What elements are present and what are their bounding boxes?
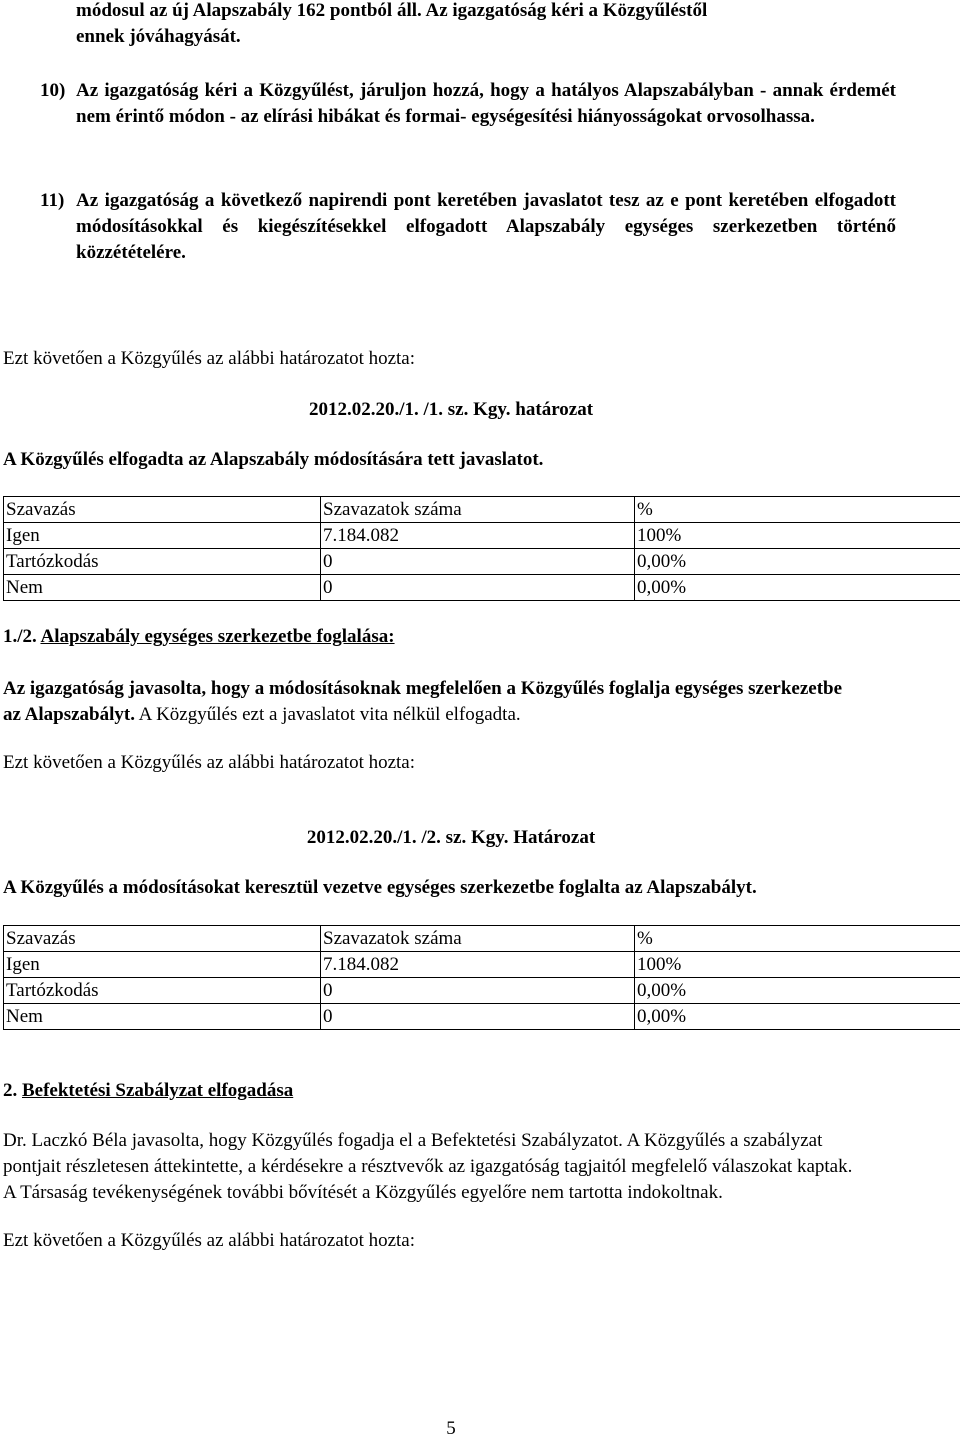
vote-percent: 0,00%	[635, 1004, 960, 1030]
vote-type: Nem	[4, 1004, 321, 1030]
vote-type: Nem	[4, 575, 321, 601]
top-fragment-line2: ennek jóváhagyását.	[76, 24, 241, 50]
vote-count: 0	[321, 549, 635, 575]
vote-percent: 0,00%	[635, 978, 960, 1004]
table-row	[4, 549, 960, 575]
section-1-2-heading	[3, 624, 395, 650]
resolution-1-title: 2012.02.20./1. /1. sz. Kgy. határozat	[0, 397, 902, 423]
header-vote: Szavazás	[4, 926, 321, 952]
header-vote-count: Szavazatok száma	[321, 926, 635, 952]
header-vote: Szavazás	[4, 497, 321, 523]
resolution-intro-2: Ezt követően a Közgyűlés az alábbi határozatot hozta:	[3, 750, 415, 776]
header-percent: %	[635, 926, 960, 952]
section-1-2-bold-text: Az igazgatóság javasolta, hogy a módosításoknak megfelelően a Közgyűlés foglalja egységes szerkezetbe az Alapszabályt.	[3, 678, 842, 725]
item-10-text: Az igazgatóság kéri a Közgyűlést, járuljon hozzá, hogy a hatályos Alapszabályban - annak érdemét nem érintő módon - az elírási hibákat és formai- egységesítési hiányosságokat orvosolhassa.	[76, 78, 896, 130]
table-header-row	[4, 926, 960, 952]
vote-type: Igen	[4, 523, 321, 549]
vote-percent: 100%	[635, 523, 960, 549]
section-2-text: Dr. Laczkó Béla javasolta, hogy Közgyűlés fogadja el a Befektetési Szabályzatot. A Közgyűlés a szabályzat pontjait részletesen áttekintette, a kérdésekre a résztvevők az igazgatóság tagjaitól megfelelő válaszokat kaptak. A Társaság tevékenységének további bővítését a Közgyűlés egyelőre nem tartotta indokoltnak.	[3, 1128, 863, 1206]
section-2-heading	[3, 1078, 293, 1104]
vote-count: 7.184.082	[321, 952, 635, 978]
header-vote-count: Szavazatok száma	[321, 497, 635, 523]
vote-count: 0	[321, 978, 635, 1004]
table-row	[4, 978, 960, 1004]
vote-table-2	[3, 925, 960, 1030]
resolution-2-statement: A Közgyűlés a módosításokat keresztül vezetve egységes szerkezetbe foglalta az Alapszabályt.	[3, 875, 757, 901]
table-row	[4, 575, 960, 601]
top-fragment-line1: módosul az új Alapszabály 162 pontból áll. Az igazgatóság kéri a Közgyűléstől	[76, 0, 707, 24]
resolution-intro-1: Ezt követően a Közgyűlés az alábbi határozatot hozta:	[3, 346, 415, 372]
table-header-row	[4, 497, 960, 523]
table-row	[4, 523, 960, 549]
vote-count: 7.184.082	[321, 523, 635, 549]
resolution-1-statement: A Közgyűlés elfogadta az Alapszabály módosítására tett javaslatot.	[3, 447, 543, 473]
section-1-2-title: Alapszabály egységes szerkezetbe foglalása:	[40, 626, 394, 647]
vote-type: Tartózkodás	[4, 978, 321, 1004]
item-11-number: 11)	[40, 188, 64, 214]
vote-percent: 100%	[635, 952, 960, 978]
vote-table-1	[3, 496, 960, 601]
section-1-2-normal-text: A Közgyűlés ezt a javaslatot vita nélkül elfogadta.	[135, 704, 521, 725]
vote-percent: 0,00%	[635, 549, 960, 575]
vote-percent: 0,00%	[635, 575, 960, 601]
vote-count: 0	[321, 1004, 635, 1030]
item-10-number: 10)	[40, 78, 65, 104]
section-2-number: 2.	[3, 1080, 17, 1101]
item-11-text: Az igazgatóság a következő napirendi pont keretében javaslatot tesz az e pont keretében elfogadott módosításokkal és kiegészítésekkel elfogadott Alapszabály egységes szerkezetben történő közzétételére.	[76, 188, 896, 266]
vote-type: Tartózkodás	[4, 549, 321, 575]
section-1-2-text	[3, 676, 858, 728]
section-2-title: Befektetési Szabályzat elfogadása	[22, 1080, 293, 1101]
resolution-2-title: 2012.02.20./1. /2. sz. Kgy. Határozat	[0, 825, 902, 851]
page-number: 5	[0, 1416, 902, 1442]
resolution-intro-3: Ezt követően a Közgyűlés az alábbi határozatot hozta:	[3, 1228, 415, 1254]
vote-type: Igen	[4, 952, 321, 978]
vote-count: 0	[321, 575, 635, 601]
section-1-2-number: 1./2.	[3, 626, 37, 647]
table-row	[4, 1004, 960, 1030]
header-percent: %	[635, 497, 960, 523]
table-row	[4, 952, 960, 978]
